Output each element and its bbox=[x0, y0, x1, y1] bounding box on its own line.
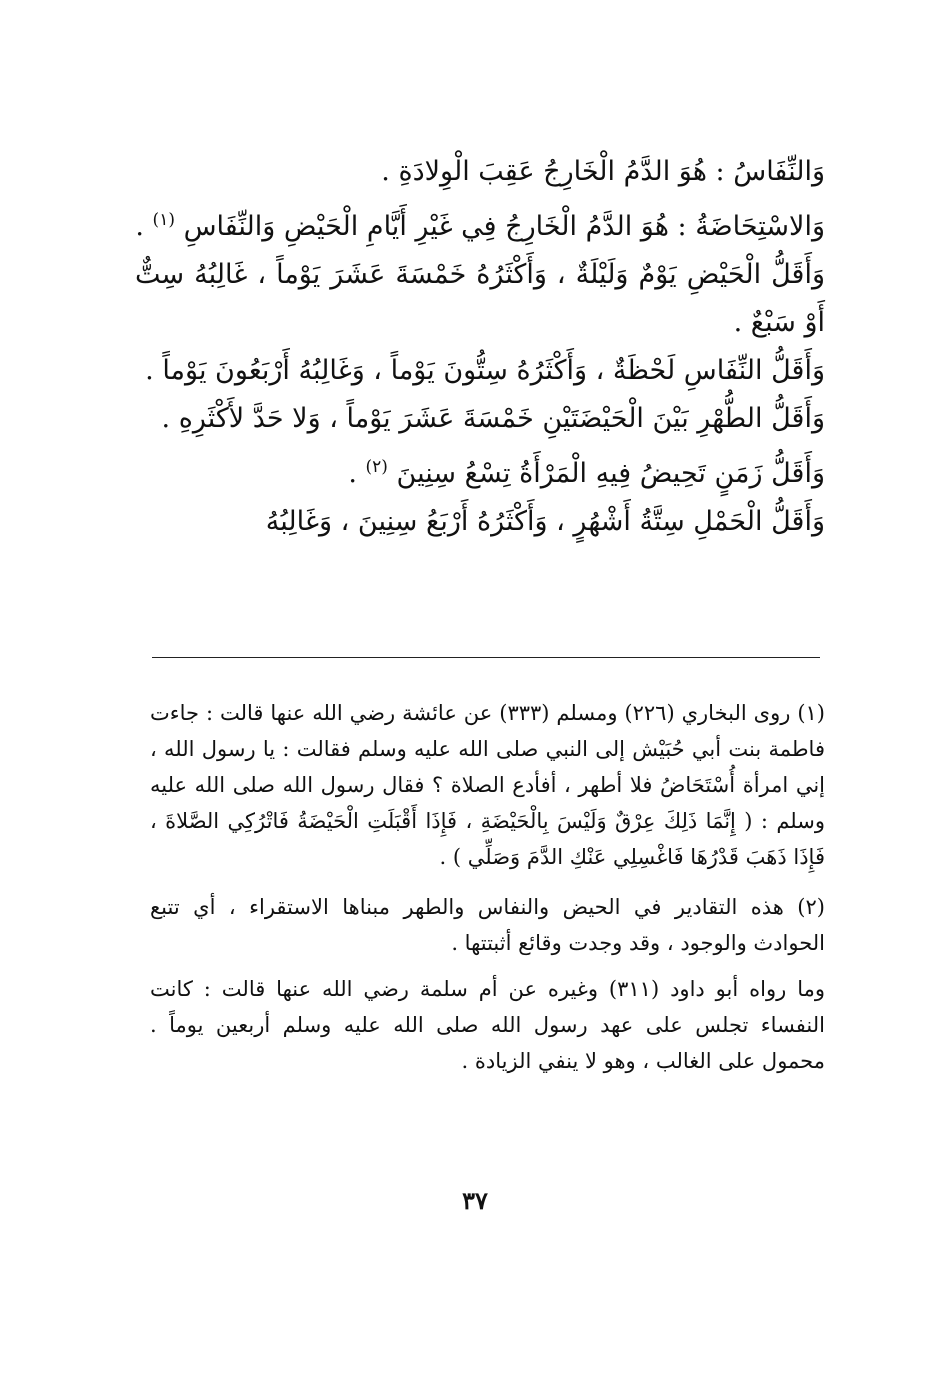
main-text bbox=[135, 148, 825, 546]
footnotes bbox=[150, 695, 825, 1093]
footnote-ref-2: (٢) bbox=[365, 457, 388, 477]
paragraph-min-age-end: . bbox=[348, 458, 366, 489]
footnote-ref-1: (١) bbox=[152, 210, 175, 230]
paragraph-pregnancy-duration: وَأَقَلُّ الْحَمْلِ سِتَّةُ أَشْهُرٍ ، وَأَكْثَرُهُ أَرْبَعُ سِنِينَ ، وَغَالِبُهُ bbox=[265, 506, 825, 537]
paragraph-nifas: وَالنِّفَاسُ : هُوَ الدَّمُ الْخَارِجُ عَقِبَ الْوِلادَةِ . bbox=[381, 156, 825, 187]
paragraph-min-age bbox=[135, 443, 825, 498]
paragraph-istihada-text: وَالاسْتِحَاضَةُ : هُوَ الدَّمُ الْخَارِجُ فِي غَيْرِ أَيَّامِ الْحَيْضِ وَالنِّفَاسِ bbox=[183, 211, 825, 242]
footnote-divider bbox=[152, 657, 820, 658]
page-number: ٣٧ bbox=[462, 1186, 488, 1215]
paragraph-hayd-duration: وَأَقَلُّ الْحَيْضِ يَوْمٌ وَلَيْلَةٌ ، وَأَكْثَرُهُ خَمْسَةَ عَشَرَ يَوْماً ، غَالِبُهُ سِتٌّ أَوْ سَبْعٌ . bbox=[135, 259, 825, 338]
footnote-2-continuation: وما رواه أبو داود (٣١١) وغيره عن أم سلمة رضي الله عنها قالت : كانت النفساء تجلس على عهد رسول الله صلى الله عليه وسلم أربعين يوماً . محمول على الغالب ، وهو لا ينفي الزيادة . bbox=[150, 977, 825, 1073]
paragraph-istihada bbox=[135, 196, 825, 251]
paragraph-istihada-end: . bbox=[135, 211, 153, 242]
footnote-1: (١) روى البخاري (٢٢٦) ومسلم (٣٣٣) عن عائشة رضي الله عنها قالت : جاءت فاطمة بنت أبي حُبَيْش إلى النبي صلى الله عليه وسلم فقالت : يا رسول الله ، إني امرأة أُسْتَحَاضُ فلا أطهر ، أفأدع الصلاة ؟ فقال رسول الله صلى الله عليه وسلم : ( إِنَّمَا ذَلِكَ عِرْقٌ وَلَيْسَ بِالْحَيْضَةِ ، فَإِذَا أَقْبَلَتِ الْحَيْضَةُ فَاتْرُكِي الصَّلاةَ ، فَإِذَا ذَهَبَ قَدْرُهَا فَاغْسِلِي عَنْكِ الدَّمَ وَصَلِّي ) . bbox=[150, 701, 825, 869]
footnote-2: (٢) هذه التقادير في الحيض والنفاس والطهر مبناها الاستقراء ، أي تتبع الحوادث والوجود ، وقد وجدت وقائع أثبتتها . bbox=[150, 895, 825, 955]
paragraph-tuhr-duration: وَأَقَلُّ الطُّهْرِ بَيْنَ الْحَيْضَتَيْنِ خَمْسَةَ عَشَرَ يَوْماً ، وَلا حَدَّ لأَكْثَرِهِ . bbox=[161, 403, 825, 434]
paragraph-min-age-text: وَأَقَلُّ زَمَنٍ تَحِيضُ فِيهِ الْمَرْأَةُ تِسْعُ سِنِينَ bbox=[396, 458, 825, 489]
paragraph-nifas-duration: وَأَقَلُّ النِّفَاسِ لَحْظَةٌ ، وَأَكْثَرُهُ سِتُّونَ يَوْماً ، وَغَالِبُهُ أَرْبَعُونَ يَوْماً . bbox=[145, 355, 825, 386]
